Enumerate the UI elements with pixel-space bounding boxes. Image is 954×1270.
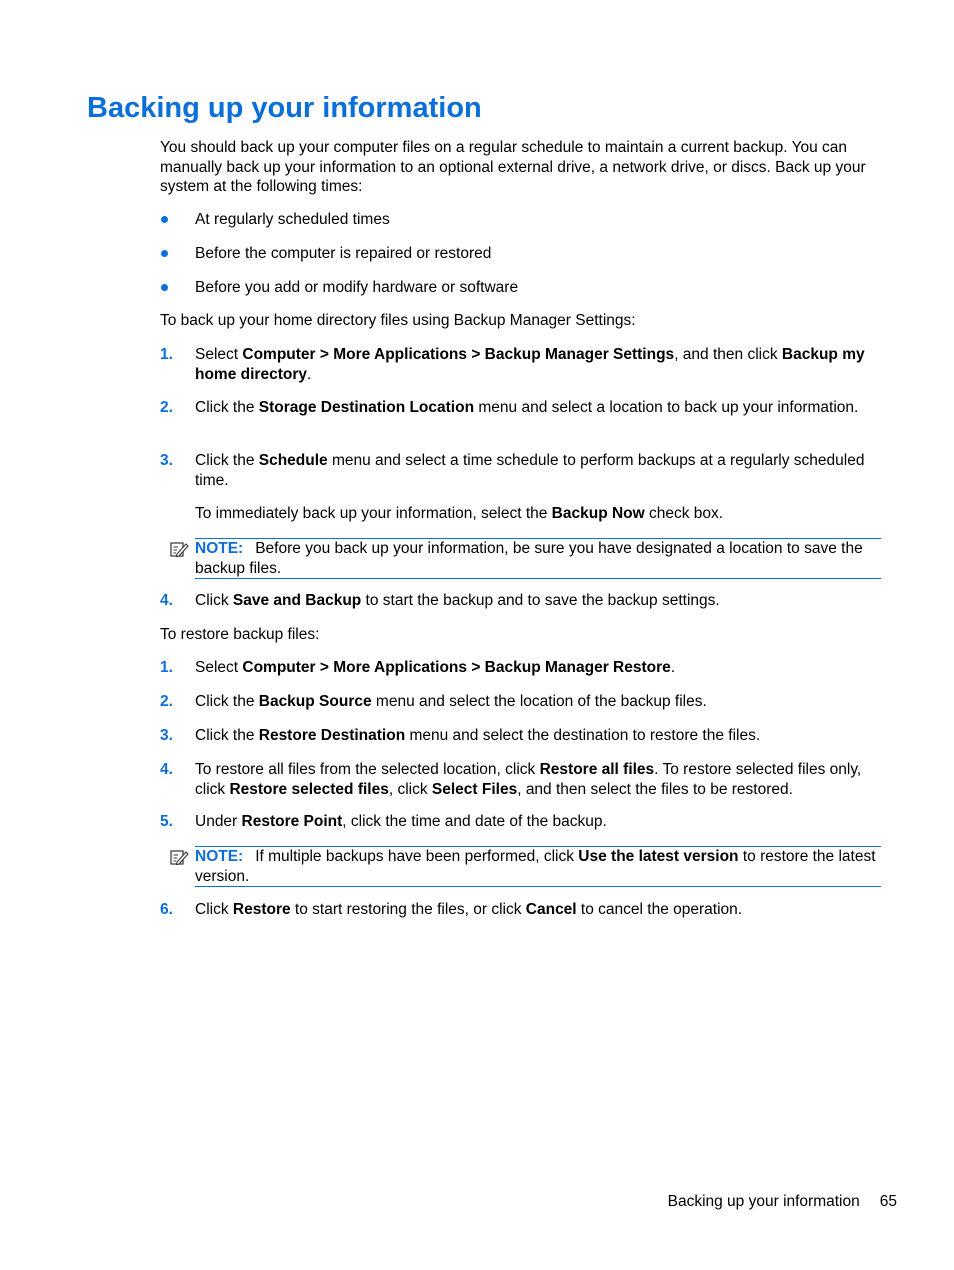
backup-intro: To back up your home directory files using Backup Manager Settings: bbox=[160, 312, 636, 329]
bullet-dot-icon bbox=[161, 216, 168, 223]
restore-step-6: Click Restore to start restoring the files, or click Cancel to cancel the operation. bbox=[195, 901, 743, 918]
step-number: 2. bbox=[160, 399, 173, 416]
note-label: NOTE: bbox=[195, 540, 244, 557]
note-pencil-icon bbox=[169, 847, 189, 867]
backup-step-2: Click the Storage Destination Location menu and select a location to back up your information. bbox=[195, 399, 859, 416]
backup-step-3-detail: To immediately back up your information, select the Backup Now check box. bbox=[195, 505, 724, 522]
restore-step-1: Select Computer > More Applications > Backup Manager Restore. bbox=[195, 659, 676, 676]
restore-step-2: Click the Backup Source menu and select the location of the backup files. bbox=[195, 693, 707, 710]
bullet-item: Before you add or modify hardware or software bbox=[195, 279, 519, 296]
backup-step-4: Click Save and Backup to start the backup and to save the backup settings. bbox=[195, 592, 720, 609]
restore-step-5: Under Restore Point, click the time and date of the backup. bbox=[195, 813, 607, 830]
step-number: 3. bbox=[160, 727, 173, 744]
step-number: 6. bbox=[160, 901, 173, 918]
bullet-item: At regularly scheduled times bbox=[195, 211, 390, 228]
page-title: Backing up your information bbox=[87, 92, 482, 124]
footer-section-title: Backing up your information bbox=[667, 1193, 860, 1210]
step-number: 3. bbox=[160, 452, 173, 469]
backup-step-1: Select Computer > More Applications > Backup Manager Settings, and then click Backup my home directory. bbox=[195, 346, 865, 383]
step-number: 1. bbox=[160, 346, 173, 363]
page-footer bbox=[668, 1192, 897, 1211]
note-latest-version: NOTE: If multiple backups have been performed, click Use the latest version to restore the latest version. bbox=[195, 846, 881, 887]
restore-step-4: To restore all files from the selected location, click Restore all files. To restore selected files only, click Restore selected files, click Select Files, and then select the files to be restored. bbox=[195, 761, 862, 798]
bullet-dot-icon bbox=[161, 284, 168, 291]
restore-step-3: Click the Restore Destination menu and select the destination to restore the files. bbox=[195, 727, 761, 744]
backup-step-3: Click the Schedule menu and select a time schedule to perform backups at a regularly scheduled time. bbox=[195, 452, 865, 489]
step-number: 5. bbox=[160, 813, 173, 830]
note-pencil-icon bbox=[169, 539, 189, 559]
step-number: 4. bbox=[160, 592, 173, 609]
bullet-dot-icon bbox=[161, 250, 168, 257]
intro-paragraph: You should back up your computer files on a regular schedule to maintain a current backup. You can manually back up your information to an optional external drive, a network drive, or discs. Back up your system at the following times: bbox=[160, 139, 866, 195]
step-number: 4. bbox=[160, 761, 173, 778]
note-backup-location: NOTE: Before you back up your information, be sure you have designated a location to save the backup files. bbox=[195, 538, 881, 579]
note-label: NOTE: bbox=[195, 848, 244, 865]
restore-intro: To restore backup files: bbox=[160, 626, 320, 643]
bullet-item: Before the computer is repaired or restored bbox=[195, 245, 492, 262]
page-number: 65 bbox=[879, 1193, 897, 1210]
step-number: 2. bbox=[160, 693, 173, 710]
step-number: 1. bbox=[160, 659, 173, 676]
